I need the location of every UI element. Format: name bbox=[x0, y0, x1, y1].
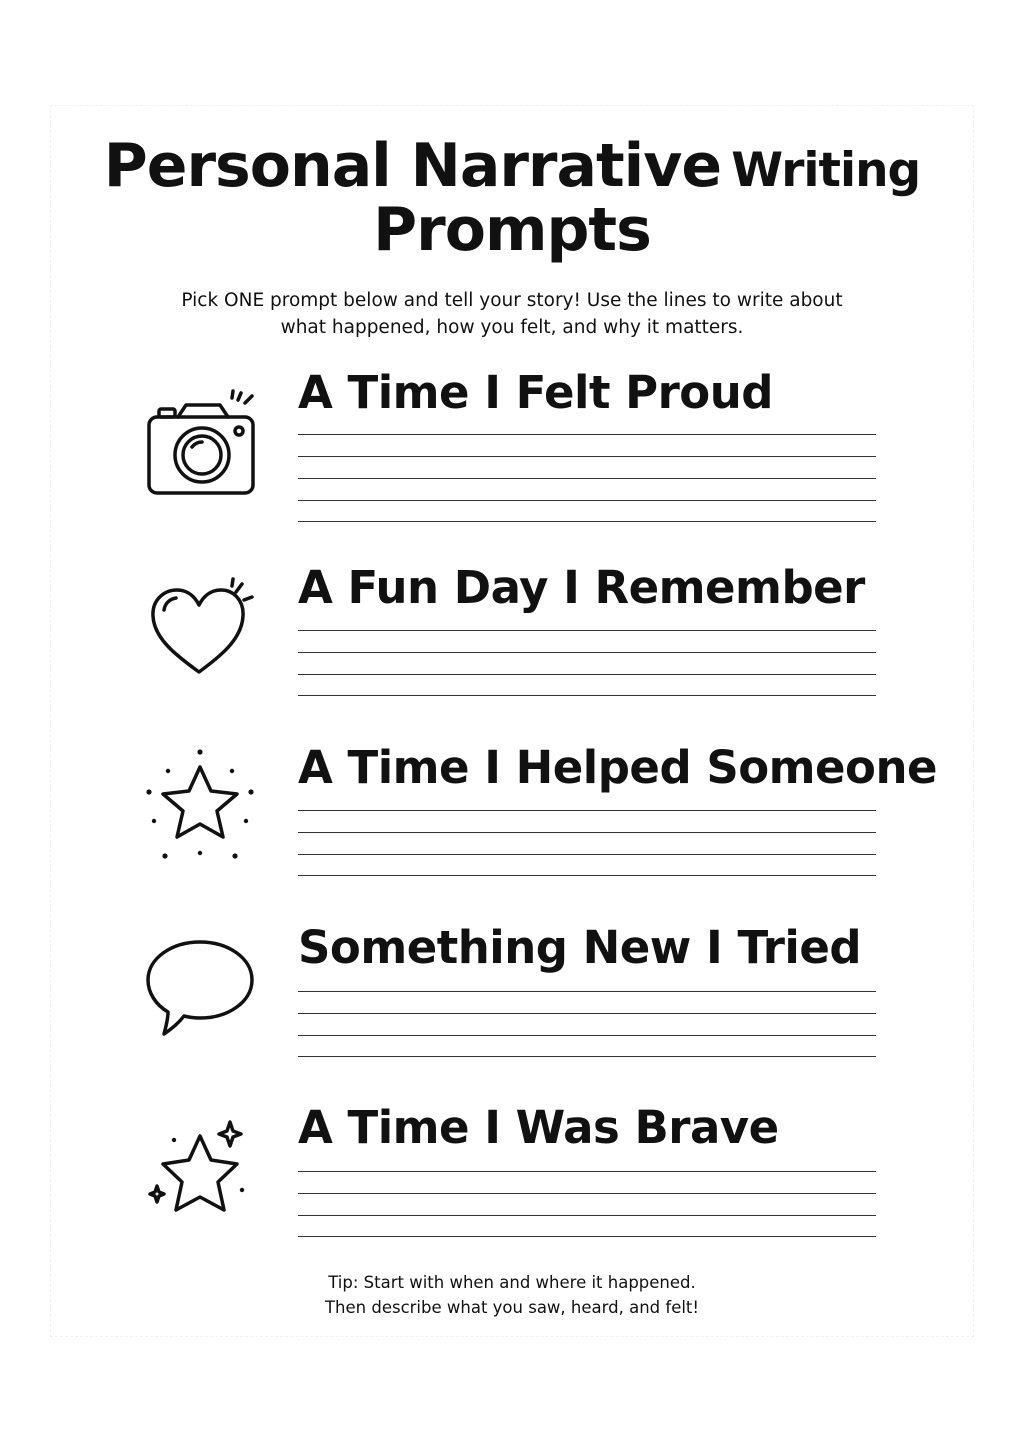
writing-line[interactable] bbox=[298, 434, 876, 435]
writing-line[interactable] bbox=[298, 652, 876, 653]
title-secondary: Writing bbox=[731, 143, 921, 198]
title-line-1 bbox=[0, 131, 1024, 201]
writing-line[interactable] bbox=[298, 1056, 876, 1057]
heart-icon bbox=[140, 570, 260, 690]
instructions bbox=[0, 287, 1024, 341]
speech-bubble-icon bbox=[140, 932, 260, 1052]
writing-line[interactable] bbox=[298, 991, 876, 992]
tip-note bbox=[0, 1270, 1024, 1320]
writing-line[interactable] bbox=[298, 1013, 876, 1014]
writing-line[interactable] bbox=[298, 1193, 876, 1194]
tip-line-1: Tip: Start with when and where it happened. bbox=[328, 1273, 696, 1292]
star-icon bbox=[140, 745, 260, 865]
writing-line[interactable] bbox=[298, 695, 876, 696]
prompt-title: A Fun Day I Remember bbox=[298, 561, 865, 614]
tip-line-2: Then describe what you saw, heard, and felt! bbox=[324, 1298, 700, 1317]
prompt-title: A Time I Helped Someone bbox=[298, 741, 938, 794]
writing-line[interactable] bbox=[298, 1236, 876, 1237]
prompt-title: A Time I Was Brave bbox=[298, 1101, 779, 1154]
writing-line[interactable] bbox=[298, 832, 876, 833]
camera-icon bbox=[140, 381, 260, 501]
writing-line[interactable] bbox=[298, 810, 876, 811]
title-line-2: Prompts bbox=[373, 195, 651, 265]
prompt-title: Something New I Tried bbox=[298, 921, 862, 974]
writing-line[interactable] bbox=[298, 1215, 876, 1216]
writing-line[interactable] bbox=[298, 1171, 876, 1172]
instructions-line-1: Pick ONE prompt below and tell your story! Use the lines to write about bbox=[181, 290, 843, 311]
title-main: Personal Narrative bbox=[103, 131, 722, 201]
prompt-title: A Time I Felt Proud bbox=[298, 366, 773, 419]
sparkle-star-icon bbox=[140, 1114, 260, 1234]
writing-line[interactable] bbox=[298, 1035, 876, 1036]
writing-line[interactable] bbox=[298, 674, 876, 675]
writing-line[interactable] bbox=[298, 456, 876, 457]
instructions-line-2: what happened, how you felt, and why it matters. bbox=[280, 317, 744, 338]
page-title bbox=[0, 131, 1024, 265]
writing-line[interactable] bbox=[298, 478, 876, 479]
writing-line[interactable] bbox=[298, 500, 876, 501]
writing-line[interactable] bbox=[298, 630, 876, 631]
writing-line[interactable] bbox=[298, 854, 876, 855]
writing-line[interactable] bbox=[298, 875, 876, 876]
writing-line[interactable] bbox=[298, 521, 876, 522]
